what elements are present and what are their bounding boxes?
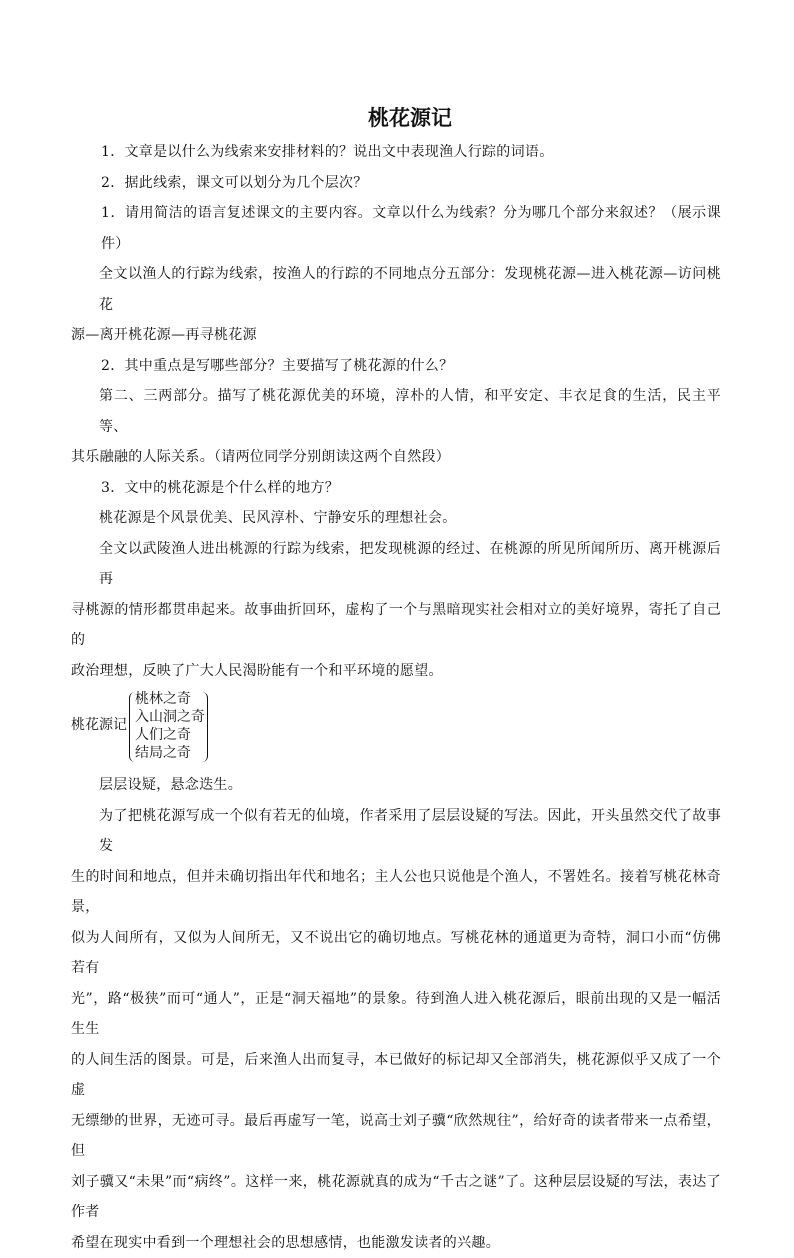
heading-2: 层层设疑，悬念迭生。 xyxy=(99,770,721,801)
outline-item: 结局之奇 xyxy=(135,744,205,762)
answer-1-line-2: 源—离开桃花源—再寻桃花源 xyxy=(71,320,721,351)
paragraph-2-line-8: 希望在现实中看到一个理想社会的思想感情，也能激发读者的兴趣。 xyxy=(71,1228,721,1258)
structure-outline xyxy=(71,690,721,766)
document-title: 桃花源记 xyxy=(99,103,721,133)
paragraph-1-line-2: 寻桃源的情形都贯串起来。故事曲折回环，虚构了一个与黑暗现实社会相对立的美好境界，寄托了自己的 xyxy=(71,595,721,656)
paragraph-2-line-6: 无缥缈的世界，无迹可寻。最后再虚写一笔，说高士刘子骥“欣然规往”，给好奇的读者带来一点希望，但 xyxy=(71,1106,721,1167)
outline-items xyxy=(135,690,205,762)
outline-root: 桃花源记 xyxy=(71,716,127,734)
paragraph-2-line-7: 刘子骥又“未果”而“病终”。这样一来，桃花源就真的成为“千古之谜”了。这种层层设疑的写法，表达了作者 xyxy=(71,1167,721,1228)
paragraph-1-line-3: 政治理想，反映了广大人民渴盼能有一个和平环境的愿望。 xyxy=(71,656,721,687)
paragraph-2-line-5: 的人间生活的图景。可是，后来渔人出而复寻，本已做好的标记却又全部消失，桃花源似乎又成了一个虚 xyxy=(71,1045,721,1106)
paragraph-2-line-1: 为了把桃花源写成一个似有若无的仙境，作者采用了层层设疑的写法。因此，开头虽然交代了故事发 xyxy=(99,801,721,862)
question-2: 2．据此线索，课文可以划分为几个层次？ xyxy=(99,168,721,199)
answer-2-line-2: 其乐融融的人际关系。（请两位同学分别朗读这两个自然段） xyxy=(71,442,721,473)
outline-item: 入山洞之奇 xyxy=(135,708,205,726)
question-1: 1．文章是以什么为线索来安排材料的？说出文中表现渔人行踪的词语。 xyxy=(99,137,721,168)
paragraph-2-line-2: 生的时间和地点，但并未确切指出年代和地名；主人公也只说他是个渔人，不署姓名。接着写桃花林奇景， xyxy=(71,862,721,923)
paragraph-2-line-4: 光”，路“极狭”而可“通人”，正是“洞天福地”的景象。待到渔人进入桃花源后，眼前出现的又是一幅活生生 xyxy=(71,984,721,1045)
outline-right-brace xyxy=(201,692,208,762)
document-body xyxy=(99,103,721,1258)
paragraph-2-line-3: 似为人间所有，又似为人间所无，又不说出它的确切地点。写桃花林的通道更为奇特，洞口小而“仿佛若有 xyxy=(71,923,721,984)
task-2: 2．其中重点是写哪些部分？主要描写了桃花源的什么？ xyxy=(99,351,721,382)
answer-2-line-1: 第二、三两部分。描写了桃花源优美的环境，淳朴的人情，和平安定、丰衣足食的生活，民主平等、 xyxy=(99,381,721,442)
answer-3: 桃花源是个风景优美、民风淳朴、宁静安乐的理想社会。 xyxy=(99,503,721,534)
answer-1-line-1: 全文以渔人的行踪为线索，按渔人的行踪的不同地点分五部分：发现桃花源—进入桃花源—访问桃花 xyxy=(99,259,721,320)
outline-item: 人们之奇 xyxy=(135,726,205,744)
task-3: 3．文中的桃花源是个什么样的地方？ xyxy=(99,473,721,504)
paragraph-1-line-1: 全文以武陵渔人进出桃源的行踪为线索，把发现桃源的经过、在桃源的所见所闻所历、离开桃源后再 xyxy=(99,534,721,595)
task-1: 1．请用简洁的语言复述课文的主要内容。文章以什么为线索？分为哪几个部分来叙述？（展示课件） xyxy=(99,198,721,259)
outline-item: 桃林之奇 xyxy=(135,690,205,708)
